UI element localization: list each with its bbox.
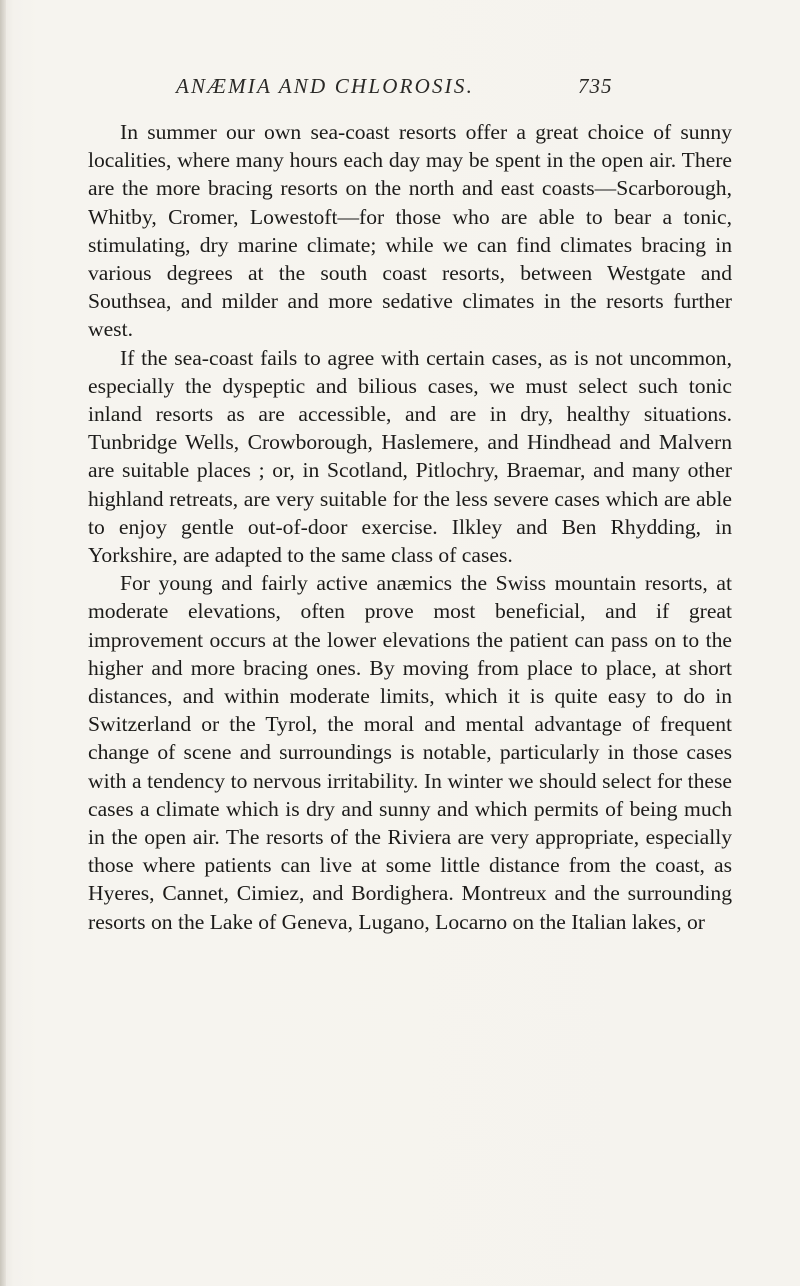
paragraph-inland-resorts: If the sea-coast fails to agree with certain cases, as is not uncommon, especially the dyspeptic and bilious cases, we must select such tonic inland resorts as are accessible, and are in dry, healthy situations. Tunbridge Wells, Crowborough, Haslemere, and Hindhead and Malvern are suitable places ; or, in Scotland, Pitlochry, Braemar, and many other highland retreats, are very suitable for the less severe cases which are able to enjoy gentle out-of-door exercise. Ilkley and Ben Rhydding, in Yorkshire, are adapted to the same class of cases.	[88, 345, 732, 568]
paragraph-swiss-mountain-resorts: For young and fairly active anæmics the Swiss mountain resorts, at moderate elevations, often prove most beneficial, and if great improvement occurs at the lower elevations the patient can pass on to the higher and more bracing ones. By moving from place to place, at short distances, and within moderate limits, which it is quite easy to do in Switzerland or the Tyrol, the moral and mental advantage of frequent change of scene and surroundings is notable, particularly in those cases with a tendency to nervous irritability. In winter we should select for these cases a climate which is dry and sunny and which permits of being much in the open air. The resorts of the Riviera are very appropriate, especially those where patients can live at some little distance from the coast, as Hyeres, Cannet, Cimiez, and Bordighera. Montreux and the surrounding resorts on the Lake of Geneva, Lugano, Locarno on the Italian lakes, or	[88, 571, 732, 934]
page-number: 735	[578, 74, 613, 98]
running-title: ANÆMIA AND CHLOROSIS.	[176, 74, 475, 98]
running-head	[0, 74, 800, 108]
paragraph-sea-coast-resorts: In summer our own sea-coast resorts offer a great choice of sunny localities, where many hours each day may be spent in the open air. There are the more bracing resorts on the north and east coasts—Scarborough, Whitby, Cromer, Lowestoft—for those who are able to bear a tonic, stimulating, dry marine climate; while we can find climates bracing in various degrees at the south coast resorts, between Westgate and Southsea, and milder and more sedative climates in the resorts further west.	[88, 120, 732, 342]
page-binding-edge	[0, 0, 6, 1286]
body-text	[88, 118, 732, 936]
